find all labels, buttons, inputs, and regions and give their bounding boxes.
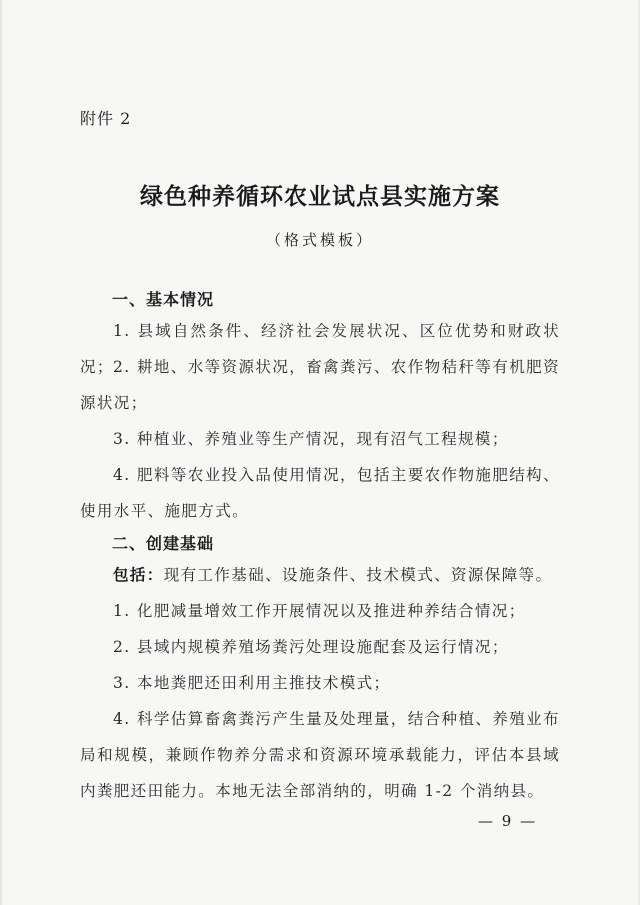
- attachment-label: 附件 2: [80, 109, 132, 128]
- section-heading-foundation: 二、创建基础: [112, 534, 215, 553]
- list-item: 4. 肥料等农业投入品使用情况，包括主要农作物施肥结构、使用水平、施肥方式。: [80, 466, 560, 520]
- page-number: — 9 —: [478, 812, 538, 830]
- intro-lead: 包括：: [113, 565, 164, 584]
- list-item: 4. 科学估算畜禽粪污产生量及处理量，结合种植、养殖业布局和规模，兼顾作物养分需求和资源环境承载能力，评估本县域内粪肥还田能力。本地无法全部消纳的，明确 1-2 个消纳县。: [80, 710, 560, 800]
- document-subtitle: （格式模板）: [265, 231, 374, 249]
- section-heading-basic-info: 一、基本情况: [112, 290, 215, 309]
- list-item: 3. 种植业、养殖业等生产情况，现有沼气工程规模；: [113, 430, 509, 448]
- list-item: 1. 县域自然条件、经济社会发展状况、区位优势和财政状况；: [80, 322, 560, 376]
- section-intro: [80, 557, 560, 593]
- document-title: 绿色种养循环农业试点县实施方案: [140, 183, 500, 210]
- list-item: 2. 县域内规模养殖场粪污处理设施配套及运行情况；: [113, 638, 509, 656]
- intro-text: 现有工作基础、设施条件、技术模式、资源保障等。: [163, 566, 553, 584]
- list-item: 3. 本地粪肥还田利用主推技术模式；: [113, 674, 391, 692]
- list-item: 2. 耕地、水等资源状况，畜禽粪污、农作物秸秆等有机肥资源状况；: [80, 358, 560, 412]
- list-item: 1. 化肥减量增效工作开展情况以及推进种养结合情况；: [113, 602, 526, 620]
